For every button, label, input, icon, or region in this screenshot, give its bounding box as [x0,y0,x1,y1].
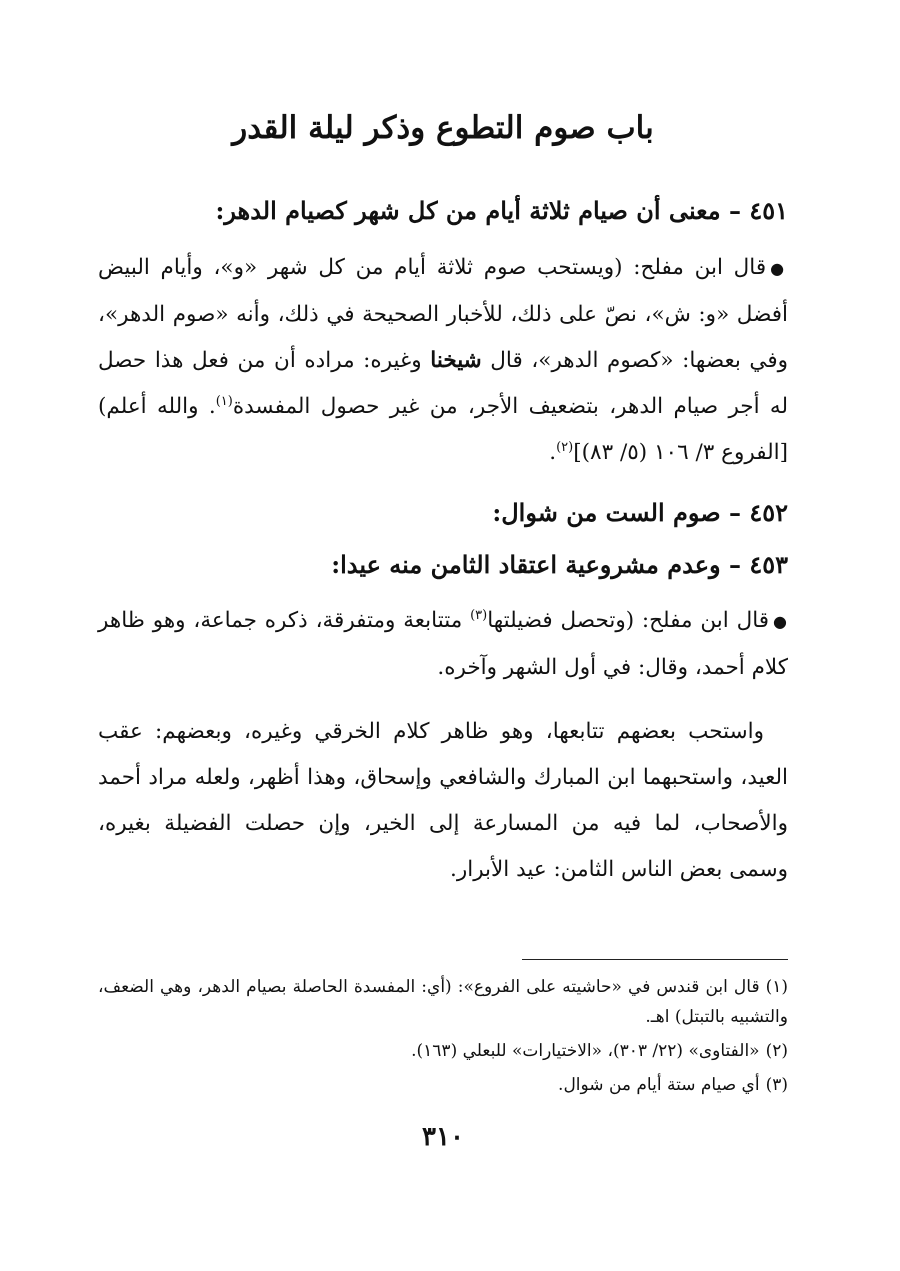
chapter-title: باب صوم التطوع وذكر ليلة القدر [232,110,654,146]
footnote-number: (٢) [765,1041,788,1062]
footnotes [98,972,788,1100]
section-453-paragraph-2: واستحب بعضهم تتابعها، وهو ظاهر كلام الخرقي وغيره، وبعضهم: عقب العيد، واستحبهما ابن المبارك والشافعي وإسحاق، وهذا أظهر، ولعله مراد أحمد والأصحاب، لما فيه من المسارعة إلى الخير، وإن حصلت الفضيلة بغيره، وسمى بعض الناس الثامن: عيد الأبرار. [98,719,788,883]
footnote-2 [98,1036,788,1066]
footnote-text: أي صيام ستة أيام من شوال. [558,1075,760,1096]
footnote-text: قال ابن قندس في «حاشيته على الفروع»: (أي: المفسدة الحاصلة بصيام الدهر، وهي الضعف، والتشبيه بالتبتل) اهـ. [98,977,788,1028]
section-453-paragraph [98,598,788,691]
paragraph-text: . والله أعلم) [الفروع ٣/ ١٠٦ (٥/ ٨٣)] [98,393,788,465]
footnote-3 [98,1070,788,1100]
paragraph-text: . [549,439,557,465]
footnote-ref-3[interactable]: (٣) [470,608,488,624]
paragraph-text: وغيره: مراده أن من فعل هذا حصل له أجر صيام الدهر، بتضعيف الأجر، من غير حصول المفسدة [98,347,788,419]
footnote-ref-1[interactable]: (١) [215,393,233,409]
paragraph-text: قال ابن مفلح: (ويستحب صوم ثلاثة أيام من كل شهر «و»، وأيام البيض أفضل «و: ش»، نصّ على ذلك، للأخبار الصحيحة في ذلك، وأنه «صوم الدهر»، وفي بعضها: «كصوم الدهر»، قال [98,254,788,373]
paragraph-text: متتابعة ومتفرقة، ذكره جماعة، وهو ظاهر كلام أحمد، وقال: في أول الشهر وآخره. [98,608,788,681]
footnote-number: (١) [765,977,788,998]
footnote-ref-2[interactable]: (٢) [556,439,574,455]
page-number: ٣١٠ [422,1122,464,1153]
emphasized-word: شيخنا [430,347,482,373]
footnote-text: «الفتاوى» (٢٢/ ٣٠٣)، «الاختيارات» للبعلي (١٦٣). [411,1041,760,1062]
section-heading-451: ٤٥١ – معنى أن صيام ثلاثة أيام من كل شهر كصيام الدهر: [215,196,788,226]
footnote-number: (٣) [765,1075,788,1096]
bullet-icon: ● [770,258,788,278]
section-heading-452: ٤٥٢ – صوم الست من شوال: [492,497,788,527]
section-heading-453: ٤٥٣ – وعدم مشروعية اعتقاد الثامن منه عيدا: [331,550,788,580]
footnote-divider [522,959,788,960]
bullet-icon: ● [773,612,789,632]
paragraph-text: قال ابن مفلح: (وتحصل فضيلتها [487,608,770,634]
section-451-paragraph [98,245,788,476]
footnote-1 [98,972,788,1032]
